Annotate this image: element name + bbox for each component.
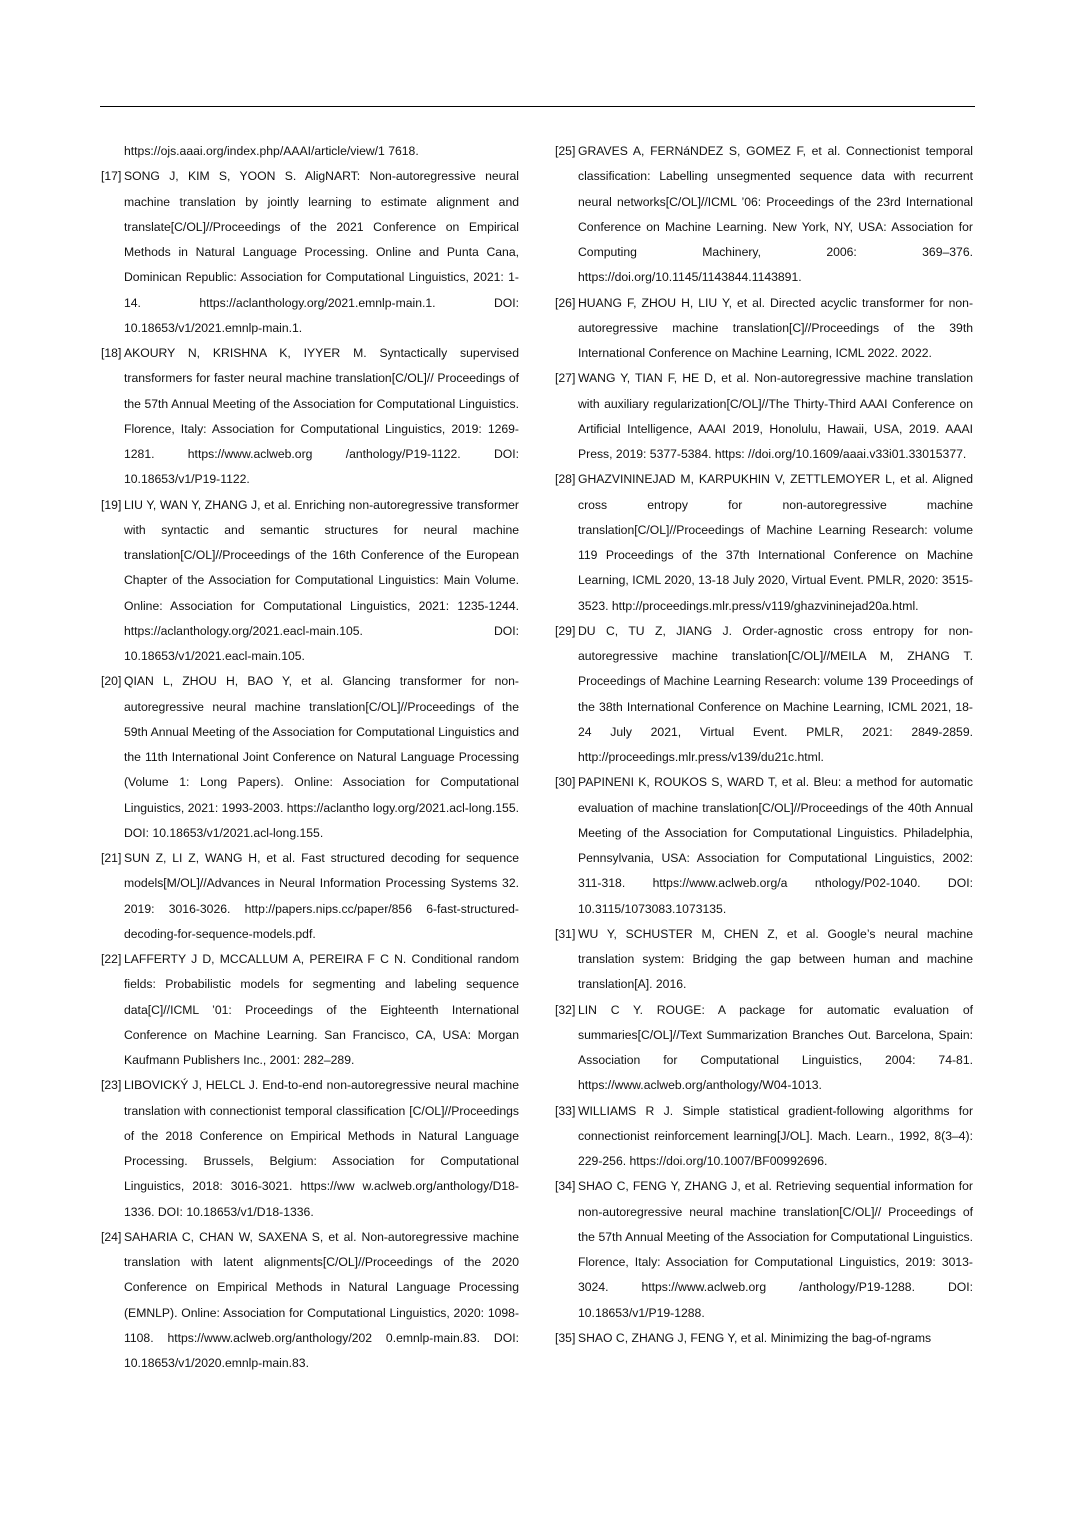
reference-number: [26]	[555, 295, 576, 310]
reference-entry	[101, 947, 519, 1073]
reference-text: WU Y, SCHUSTER M, CHEN Z, et al. Google’s neural machine translation system: Bridging the gap between human and machine translation[A]. 2016.	[578, 926, 973, 992]
reference-text: SHAO C, ZHANG J, FENG Y, et al. Minimizing the bag-of-ngrams	[578, 1330, 932, 1345]
reference-text: WANG Y, TIAN F, HE D, et al. Non-autoregressive machine translation with auxiliary regularization[C/OL]//The Thirty-Third AAAI Conference on Artificial Intelligence, AAAI 2019, Honolulu, Hawaii, USA, 2019. AAAI Press, 2019: 5377-5384. https: //doi.org/10.1609/aaai.v33i01.33015377.	[578, 371, 973, 461]
reference-entry	[555, 1326, 973, 1351]
reference-number: [35]	[555, 1330, 576, 1345]
reference-entry	[555, 770, 973, 922]
reference-text: AKOURY N, KRISHNA K, IYYER M. Syntactically supervised transformers for faster neural machine translation[C/OL]// Proceedings of the 57th Annual Meeting of the Association for Computational Linguistics. Florence, Italy: Association for Computational Linguistics, 2019: 1269-1281. https://www.aclweb.org /anthology/P19-1122. DOI: 10.18653/v1/P19-1122.	[124, 346, 519, 487]
reference-entry	[555, 139, 973, 291]
reference-entry	[101, 1225, 519, 1377]
reference-entry	[101, 669, 519, 846]
reference-entry	[555, 1174, 973, 1326]
reference-text: SHAO C, FENG Y, ZHANG J, et al. Retrieving sequential information for non-autoregressive neural machine translation[C/OL]// Proceedings of the 57th Annual Meeting of the Association for Computational Linguistics. Florence, Italy: Association for Computational Linguistics, 2019: 3013-3024. https://www.aclweb.org /anthology/P19-1288. DOI: 10.18653/v1/P19-1288.	[578, 1179, 973, 1320]
reference-text: https://ojs.aaai.org/index.php/AAAI/article/view/1 7618.	[124, 144, 419, 158]
reference-number: [33]	[555, 1103, 576, 1118]
header-rule	[100, 106, 975, 107]
reference-text: LAFFERTY J D, MCCALLUM A, PEREIRA F C N. Conditional random fields: Probabilistic models for segmenting and labeling sequence data[C]//ICML ’01: Proceedings of the Eighteenth International Conference on Machine Learning. San Francisco, CA, USA: Morgan Kaufmann Publishers Inc., 2001: 282–289.	[124, 952, 519, 1067]
reference-entry	[555, 998, 973, 1099]
reference-text: LIN C Y. ROUGE: A package for automatic evaluation of summaries[C/OL]//Text Summarization Branches Out. Barcelona, Spain: Association for Computational Linguistics, 2004: 74-81. https://www.aclweb.org/anthology/W04-1013.	[578, 1002, 973, 1093]
reference-text: LIBOVICKÝ J, HELCL J. End-to-end non-autoregressive neural machine translation with connectionist temporal classification [C/OL]//Proceedings of the 2018 Conference on Empirical Methods in Natural Language Processing. Brussels, Belgium: Association for Computational Linguistics, 2018: 3016-3021. https://ww w.aclweb.org/anthology/D18-1336. DOI: 10.18653/v1/D18-1336.	[124, 1078, 519, 1219]
reference-number: [23]	[101, 1078, 122, 1093]
reference-text: GRAVES A, FERNáNDEZ S, GOMEZ F, et al. Connectionist temporal classification: Labelling unsegmented sequence data with recurrent neural networks[C/OL]//ICML ’06: Proceedings of the 23rd International Conference on Machine Learning. New York, NY, USA: Association for Computing Machinery, 2006: 369–376. https://doi.org/10.1145/1143844.1143891.	[578, 144, 973, 285]
reference-number: [34]	[555, 1179, 576, 1194]
reference-entry	[101, 164, 519, 341]
reference-number: [28]	[555, 472, 576, 487]
reference-text: WILLIAMS R J. Simple statistical gradient-following algorithms for connectionist reinforcement learning[J/OL]. Mach. Learn., 1992, 8(3–4): 229-256. https://doi.org/10.1007/BF00992696.	[578, 1103, 973, 1168]
reference-number: [24]	[101, 1229, 122, 1244]
reference-text: SONG J, KIM S, YOON S. AligNART: Non-autoregressive neural machine translation by jointly learning to estimate alignment and translate[C/OL]//Proceedings of the 2021 Conference on Empirical Methods in Natural Language Processing. Online and Punta Cana, Dominican Republic: Association for Computational Linguistics, 2021: 1-14. https://aclanthology.org/2021.emnlp-main.1. DOI: 10.18653/v1/2021.emnlp-main.1.	[124, 169, 519, 335]
reference-column-left	[101, 139, 519, 1376]
reference-number: [32]	[555, 1002, 576, 1017]
reference-text: QIAN L, ZHOU H, BAO Y, et al. Glancing transformer for non-autoregressive neural machine translation[C/OL]//Proceedings of the 59th Annual Meeting of the Association for Computational Linguistics and the 11th International Joint Conference on Natural Language Processing (Volume 1: Long Papers). Online: Association for Computational Linguistics, 2021: 1993-2003. https://aclantho logy.org/2021.acl-long.155. DOI: 10.18653/v1/2021.acl-long.155.	[124, 674, 519, 840]
reference-text: HUANG F, ZHOU H, LIU Y, et al. Directed acyclic transformer for non-autoregressive machine translation[C]//Proceedings of the 39th International Conference on Machine Learning, ICML 2022. 2022.	[578, 295, 973, 360]
reference-text: LIU Y, WAN Y, ZHANG J, et al. Enriching non-autoregressive transformer with syntactic and semantic structures for neural machine translation[C/OL]//Proceedings of the 16th Conference of the European Chapter of the Association for Computational Linguistics: Main Volume. Online: Association for Computational Linguistics, 2021: 1235-1244. https://aclanthology.org/2021.eacl-main.105. DOI: 10.18653/v1/2021.eacl-main.105.	[124, 497, 519, 663]
reference-number: [17]	[101, 169, 122, 184]
reference-entry	[555, 467, 973, 619]
reference-entry	[101, 493, 519, 670]
reference-number: [31]	[555, 926, 576, 941]
reference-entry	[101, 139, 519, 164]
reference-number: [30]	[555, 775, 576, 790]
reference-entry	[555, 922, 973, 998]
reference-number: [19]	[101, 497, 122, 512]
reference-text: SAHARIA C, CHAN W, SAXENA S, et al. Non-autoregressive machine translation with latent alignments[C/OL]//Proceedings of the 2020 Conference on Empirical Methods in Natural Language Processing (EMNLP). Online: Association for Computational Linguistics, 2020: 1098-1108. https://www.aclweb.org/anthology/202 0.emnlp-main.83. DOI: 10.18653/v1/2020.emnlp-main.83.	[124, 1229, 519, 1370]
reference-entry	[555, 366, 973, 467]
reference-number: [18]	[101, 346, 122, 360]
reference-text: DU C, TU Z, JIANG J. Order-agnostic cross entropy for non-autoregressive machine translation[C/OL]//MEILA M, ZHANG T. Proceedings of Machine Learning Research: volume 139 Proceedings of the 38th International Conference on Machine Learning, ICML 2021, 18-24 July 2021, Virtual Event. PMLR, 2021: 2849-2859. http://proceedings.mlr.press/v139/du21c.html.	[578, 623, 973, 764]
reference-entry	[101, 846, 519, 947]
reference-number: [20]	[101, 674, 122, 689]
reference-column-right	[555, 139, 973, 1351]
reference-number: [25]	[555, 144, 576, 158]
reference-number: [21]	[101, 851, 122, 865]
reference-entry	[101, 1073, 519, 1225]
reference-number: [29]	[555, 623, 576, 638]
reference-entry	[555, 291, 973, 367]
reference-text: GHAZVININEJAD M, KARPUKHIN V, ZETTLEMOYER L, et al. Aligned cross entropy for non-autoregressive machine translation[C/OL]//Proceedings of Machine Learning Research: volume 119 Proceedings of the 37th International Conference on Machine Learning, ICML 2020, 13-18 July 2020, Virtual Event. PMLR, 2020: 3515-3523. http://proceedings.mlr.press/v119/ghazvininejad20a.html.	[578, 472, 973, 613]
reference-entry	[101, 341, 519, 493]
reference-text: PAPINENI K, ROUKOS S, WARD T, et al. Bleu: a method for automatic evaluation of machine translation[C/OL]//Proceedings of the 40th Annual Meeting of the Association for Computational Linguistics. Philadelphia, Pennsylvania, USA: Association for Computational Linguistics, 2002: 311-318. https://www.aclweb.org/a nthology/P02-1040. DOI: 10.3115/1073083.1073135.	[578, 775, 973, 916]
reference-entry	[555, 619, 973, 771]
reference-entry	[555, 1099, 973, 1175]
reference-number: [27]	[555, 371, 576, 386]
reference-number: [22]	[101, 952, 122, 966]
reference-text: SUN Z, LI Z, WANG H, et al. Fast structured decoding for sequence models[M/OL]//Advances in Neural Information Processing Systems 32. 2019: 3016-3026. http://papers.nips.cc/paper/856 6-fast-structured-decoding-for-sequence-models.pdf.	[124, 851, 519, 941]
